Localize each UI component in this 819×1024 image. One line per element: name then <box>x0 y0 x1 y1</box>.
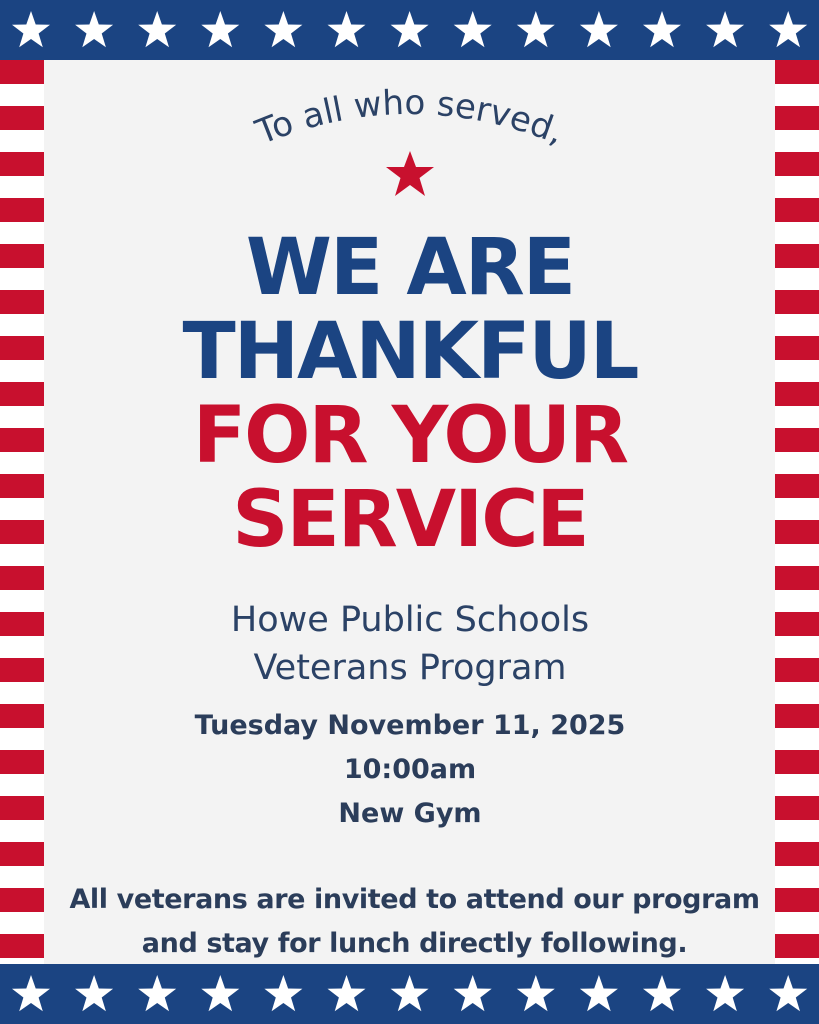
star-icon <box>12 975 50 1011</box>
program-title <box>60 596 760 692</box>
star-icon <box>391 975 429 1011</box>
invitation-line-2: and stay for lunch directly following. <box>141 928 688 959</box>
organization-name: Howe Public Schools <box>230 600 590 640</box>
red-star-icon <box>385 150 435 198</box>
star-icon <box>264 975 302 1011</box>
star-icon <box>706 975 744 1011</box>
headline-line-3: FOR YOUR <box>192 391 628 481</box>
headline-line-4: SERVICE <box>232 475 588 565</box>
invitation-text <box>44 878 785 966</box>
star-icon <box>580 975 618 1011</box>
headline-line-2: THANKFUL <box>182 307 638 397</box>
headline <box>60 223 760 565</box>
star-icon <box>517 975 555 1011</box>
headline-line-1: WE ARE <box>245 223 575 313</box>
star-icon <box>769 975 807 1011</box>
event-details <box>60 704 760 836</box>
star-icon <box>454 975 492 1011</box>
star-icon <box>138 975 176 1011</box>
bottom-stars <box>0 964 819 1024</box>
bottom-star-band <box>0 964 819 1024</box>
star-icon <box>643 975 681 1011</box>
event-time: 10:00am <box>343 754 477 785</box>
svg-text:To all who served, <box>250 83 570 153</box>
star-icon <box>201 975 239 1011</box>
invitation-line-1: All veterans are invited to attend our program <box>69 884 760 915</box>
event-location: New Gym <box>338 798 482 829</box>
greeting-text: To all who served, <box>250 82 570 153</box>
program-name: Veterans Program <box>253 648 567 688</box>
event-date: Tuesday November 11, 2025 <box>194 710 626 741</box>
star-icon <box>328 975 366 1011</box>
star-icon <box>75 975 113 1011</box>
